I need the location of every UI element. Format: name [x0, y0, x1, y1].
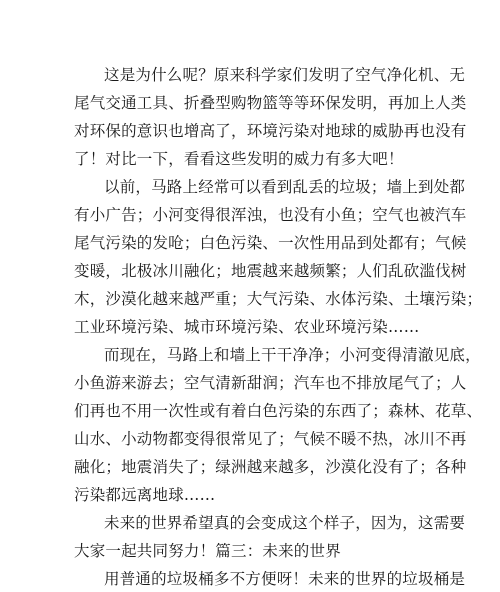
- text-line: 未来的世界希望真的会变成这个样子，因为，这需要: [104, 514, 466, 532]
- text-line: 这是为什么呢？原来科学家们发明了空气净化机、无: [104, 66, 466, 84]
- text-line: 污染都远离地球……: [74, 486, 216, 504]
- text-line: 变暖，北极冰川融化；地震越来越频繁；人们乱砍滥伐树: [74, 262, 467, 280]
- text-line: 木，沙漠化越来越严重；大气污染、水体污染、土壤污染；: [74, 290, 483, 308]
- text-line: 融化；地震消失了；绿洲越来越多，沙漠化没有了；各种: [74, 458, 467, 476]
- text-line: 山水、小动物都变得很常见了；气候不暖不热，冰川不再: [74, 430, 467, 448]
- text-line: 而现在，马路上和墙上干干净净；小河变得清澈见底，: [104, 346, 481, 364]
- text-line: 工业环境污染、城市环境污染、农业环境污染……: [74, 318, 420, 336]
- text-line: 对环保的意识也增高了，环境污染对地球的威胁再也没有: [74, 122, 467, 140]
- text-line: 们再也不用一次性或有着白色污染的东西了；森林、花草、: [74, 402, 483, 420]
- text-line: 小鱼游来游去；空气清新甜润；汽车也不排放尾气了；人: [74, 374, 467, 392]
- text-line: 尾气污染的发呛；白色污染、一次性用品到处都有；气候: [74, 234, 467, 252]
- text-line: 了！对比一下，看看这些发明的威力有多大吧！: [74, 150, 404, 168]
- text-line: 大家一起共同努力！篇三：未来的世界: [74, 542, 341, 560]
- text-line: 尾气交通工具、折叠型购物篮等等环保发明，再加上人类: [74, 94, 467, 112]
- text-line: 以前，马路上经常可以看到乱丢的垃圾；墙上到处都: [104, 178, 466, 196]
- text-line: 有小广告；小河变得很浑浊，也没有小鱼；空气也被汽车: [74, 206, 467, 224]
- text-line: 用普通的垃圾桶多不方便呀！未来的世界的垃圾桶是: [104, 570, 466, 588]
